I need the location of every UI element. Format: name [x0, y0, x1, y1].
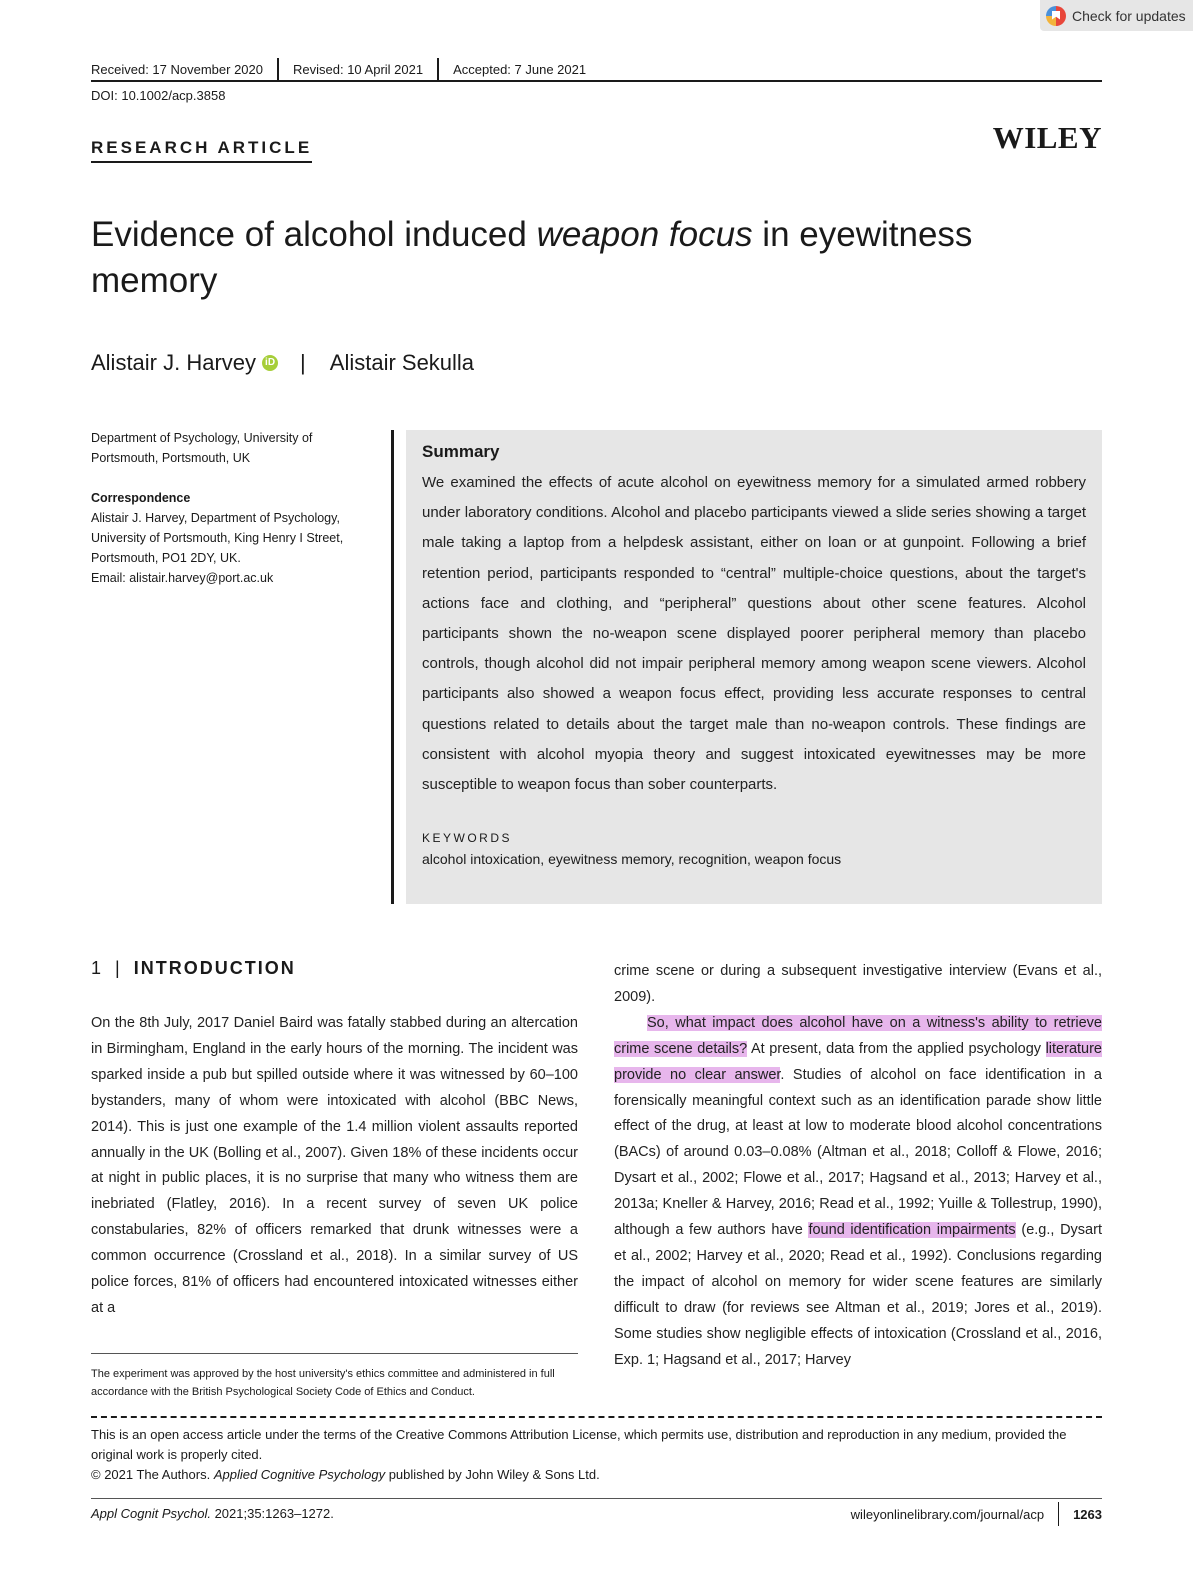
article-type: RESEARCH ARTICLE	[91, 138, 312, 163]
journal-url[interactable]: wileyonlinelibrary.com/journal/acp	[850, 1506, 1045, 1522]
author-list	[91, 350, 474, 376]
check-for-updates-button[interactable]	[1040, 0, 1193, 31]
dashed-rule	[91, 1416, 1102, 1418]
doi[interactable]: DOI: 10.1002/acp.3858	[91, 88, 226, 103]
body-paragraph: crime scene or during a subsequent investigative interview (Evans et al., 2009).	[614, 963, 1102, 1005]
section-title: INTRODUCTION	[133, 958, 296, 978]
page-number: 1263	[1073, 1506, 1102, 1522]
bookmark-icon	[1046, 6, 1066, 26]
title-part-1: Evidence of alcohol induced	[91, 215, 537, 254]
summary-box	[406, 430, 1102, 904]
body-paragraph	[614, 1011, 1102, 1374]
orcid-icon[interactable]: iD	[262, 355, 278, 371]
keywords: alcohol intoxication, eyewitness memory, recognition, weapon focus	[422, 851, 842, 868]
highlight[interactable]: found identification impairments	[808, 1222, 1016, 1239]
right-column	[614, 959, 1102, 1374]
footer-citation	[91, 1506, 334, 1521]
journal-name: Applied Cognitive Psychology	[213, 1467, 386, 1482]
journal-abbrev: Appl Cognit Psychol.	[91, 1506, 211, 1521]
text-run: At present, data from the applied psychology	[747, 1040, 1046, 1057]
correspondence-address: Alistair J. Harvey, Department of Psychology, University of Portsmouth, King Henry I Street, Portsmouth, PO1 2DY, UK.	[91, 511, 344, 565]
license-text: This is an open access article under the terms of the Creative Commons Attribution License, which permits use, distribution and reproduction in any medium, provided the original work is properly cited.	[91, 1427, 1067, 1462]
affiliation-block	[91, 428, 381, 588]
received-date: Received: 17 November 2020	[91, 61, 263, 77]
header-rule	[91, 80, 1102, 82]
license-block	[91, 1425, 1102, 1485]
copyright-suffix: published by John Wiley & Sons Ltd.	[385, 1467, 600, 1482]
body-paragraph: On the 8th July, 2017 Daniel Baird was fatally stabbed during an altercation in Birmingham, England in the early hours of the morning. The incident was sparked inside a pub but spilled outside where it was witnessed by 60–100 bystanders, many of whom were intoxicated with alcohol (BBC News, 2014). This is just one example of the 1.4 million violent assaults reported annually in the UK (Bolling et al., 2007). Given 18% of these incidents occur at night in public places, it is no surprise that many who witness them are inebriated (Flatley, 2016). In a recent survey of seven UK police constabularies, 82% of officers remarked that drunk witnesses were a common occurrence (Crossland et al., 2018). In a similar survey of US police forces, 81% of officers had encountered intoxicated witnesses either at a	[91, 1015, 578, 1316]
correspondence-heading: Correspondence	[91, 491, 191, 505]
footnote: The experiment was approved by the host university's ethics committee and administered in full accordance with the British Psychological Society Code of Ethics and Conduct.	[91, 1368, 555, 1398]
citation: 2021;35:1263–1272.	[210, 1506, 334, 1521]
title-italic: weapon focus	[536, 215, 753, 254]
publisher-logo: WILEY	[992, 120, 1102, 155]
section-number: 1	[91, 958, 102, 978]
author-separator: |	[300, 350, 306, 375]
text-run: (e.g., Dysart et al., 2002; Harvey et al., 2020; Read et al., 1992). Conclusions regarding the impact of alcohol on memory for wider scene features are similarly difficult to draw (for reviews see Altman et al., 2019; Jores et al., 2019). Some studies show negligible effects of intoxication (Crossland et al., 2016, Exp. 1; Hagsand et al., 2017; Harvey	[614, 1222, 1102, 1368]
highlight[interactable]: So, what impact does alcohol have on a witness's ability to retrieve crime scene details?	[614, 1014, 1102, 1057]
revised-date: Revised: 10 April 2021	[293, 61, 424, 77]
copyright	[91, 1465, 1102, 1485]
summary-side-bar	[391, 430, 394, 904]
footnote-rule	[91, 1353, 578, 1354]
affiliation: Department of Psychology, University of Portsmouth, Portsmouth, UK	[91, 431, 313, 465]
summary-heading: Summary	[422, 442, 500, 461]
footer-rule	[91, 1498, 1102, 1499]
left-column	[91, 1011, 578, 1322]
author-1[interactable]: Alistair J. Harvey	[91, 350, 257, 375]
correspondence-email[interactable]: Email: alistair.harvey@port.ac.uk	[91, 571, 274, 585]
footer-right	[820, 1502, 1102, 1526]
publication-dates	[91, 58, 600, 80]
text-run: . Studies of alcohol on face identification in a forensically meaningful context such as an identification parade show little effect of the drug, at least at low to moderate blood alcohol concentrations (BACs) of around 0.03–0.08% (Altman et al., 2018; Colloff & Flowe, 2016; Dysart et al., 2002; Flowe et al., 2017; Hagsand et al., 2013; Harvey et al., 2013a; Kneller & Harvey, 2016; Read et al., 1992; Yuille & Tollestrup, 1990), although a few authors have	[614, 1066, 1102, 1239]
divider	[1058, 1502, 1059, 1526]
check-for-updates-label: Check for updates	[1072, 7, 1186, 24]
accepted-date: Accepted: 7 June 2021	[453, 61, 587, 77]
author-2[interactable]: Alistair Sekulla	[329, 350, 475, 375]
article-title	[91, 212, 1051, 304]
highlight[interactable]: literature provide no clear answer	[614, 1040, 1102, 1083]
section-separator: |	[115, 958, 120, 978]
title-part-2: in eyewitness memory	[91, 215, 973, 300]
summary-text: We examined the effects of acute alcohol on eyewitness memory for a simulated armed robbery under laboratory conditions. Alcohol and placebo participants viewed a slide series showing a target male taking a laptop from a helpdesk assistant, either on loan or at gunpoint. Following a brief retention period, participants responded to “central” multiple-choice questions, about the target's actions face and clothing, and “peripheral” questions about other scene features. Alcohol participants shown the no-weapon scene displayed poorer peripheral memory than placebo controls, though alcohol did not impair peripheral memory among weapon scene viewers. Alcohol participants also showed a weapon focus effect, providing less accurate responses to central questions related to details about the target male than no-weapon controls. These findings are consistent with alcohol myopia theory and suggest intoxicated eyewitnesses may be more susceptible to weapon focus than sober counterparts.	[422, 474, 1086, 794]
copyright-prefix: © 2021 The Authors.	[91, 1467, 214, 1482]
keywords-heading: KEYWORDS	[422, 831, 513, 846]
section-heading	[91, 958, 296, 979]
